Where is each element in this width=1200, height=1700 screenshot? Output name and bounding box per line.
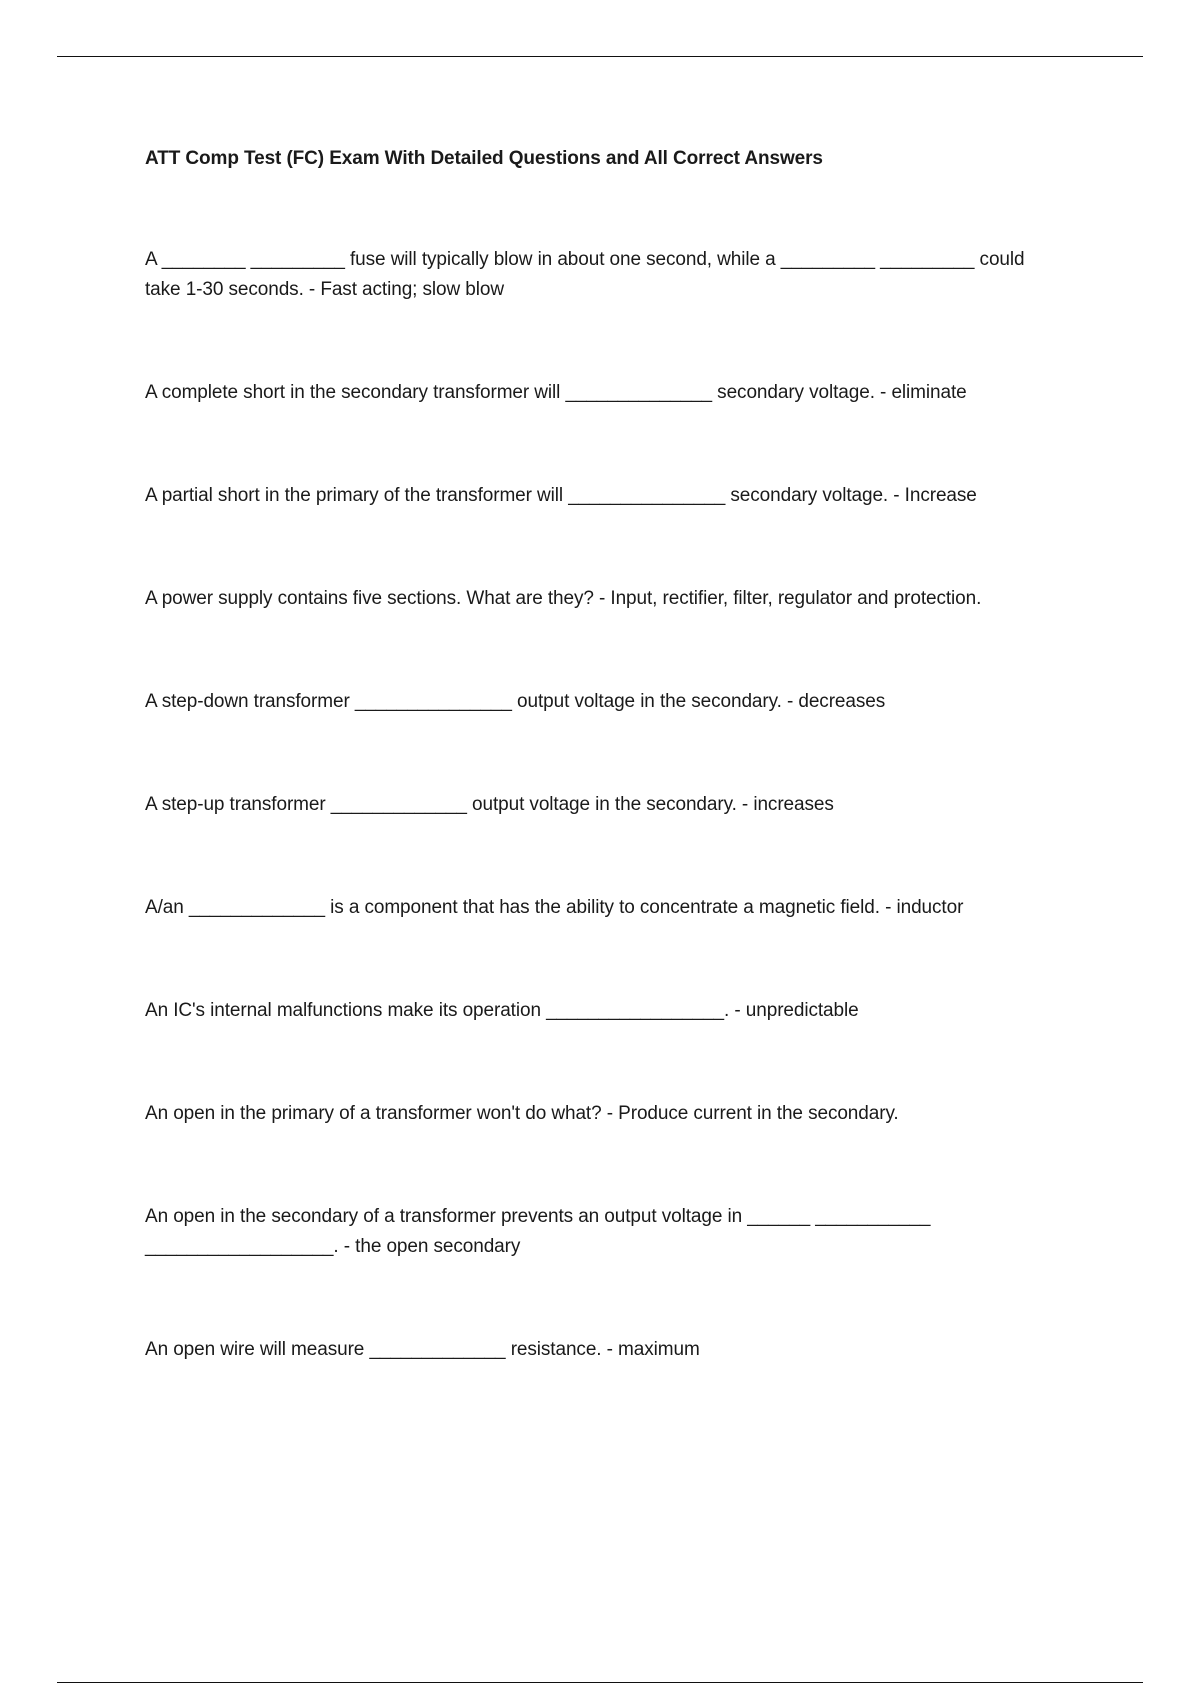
document-body	[145, 145, 1085, 1438]
question-answer-item: A ________ _________ fuse will typically blow in about one second, while a _________ _________ could take 1-30 seconds. - Fast acting; slow blow	[145, 249, 1025, 300]
question-answer-item: A complete short in the secondary transformer will ______________ secondary voltage. - eliminate	[145, 382, 967, 403]
question-answer-item: An open wire will measure _____________ resistance. - maximum	[145, 1339, 700, 1360]
question-answer-item: A/an _____________ is a component that has the ability to concentrate a magnetic field. - inductor	[145, 897, 964, 918]
question-answer-item: A step-up transformer _____________ output voltage in the secondary. - increases	[145, 794, 834, 815]
question-answer-item: An open in the primary of a transformer won't do what? - Produce current in the secondary.	[145, 1103, 899, 1124]
header-rule	[57, 56, 1143, 57]
question-answer-item: A partial short in the primary of the transformer will _______________ secondary voltage. - Increase	[145, 485, 977, 506]
question-answer-item: A step-down transformer _______________ output voltage in the secondary. - decreases	[145, 691, 886, 712]
document-title: ATT Comp Test (FC) Exam With Detailed Questions and All Correct Answers	[145, 148, 823, 169]
question-answer-item: An open in the secondary of a transformer prevents an output voltage in ______ ___________ __________________. - the open secondary	[145, 1206, 931, 1257]
footer-rule	[57, 1682, 1143, 1683]
question-answer-item: A power supply contains five sections. What are they? - Input, rectifier, filter, regulator and protection.	[145, 588, 982, 609]
question-answer-item: An IC's internal malfunctions make its operation _________________. - unpredictable	[145, 1000, 859, 1021]
